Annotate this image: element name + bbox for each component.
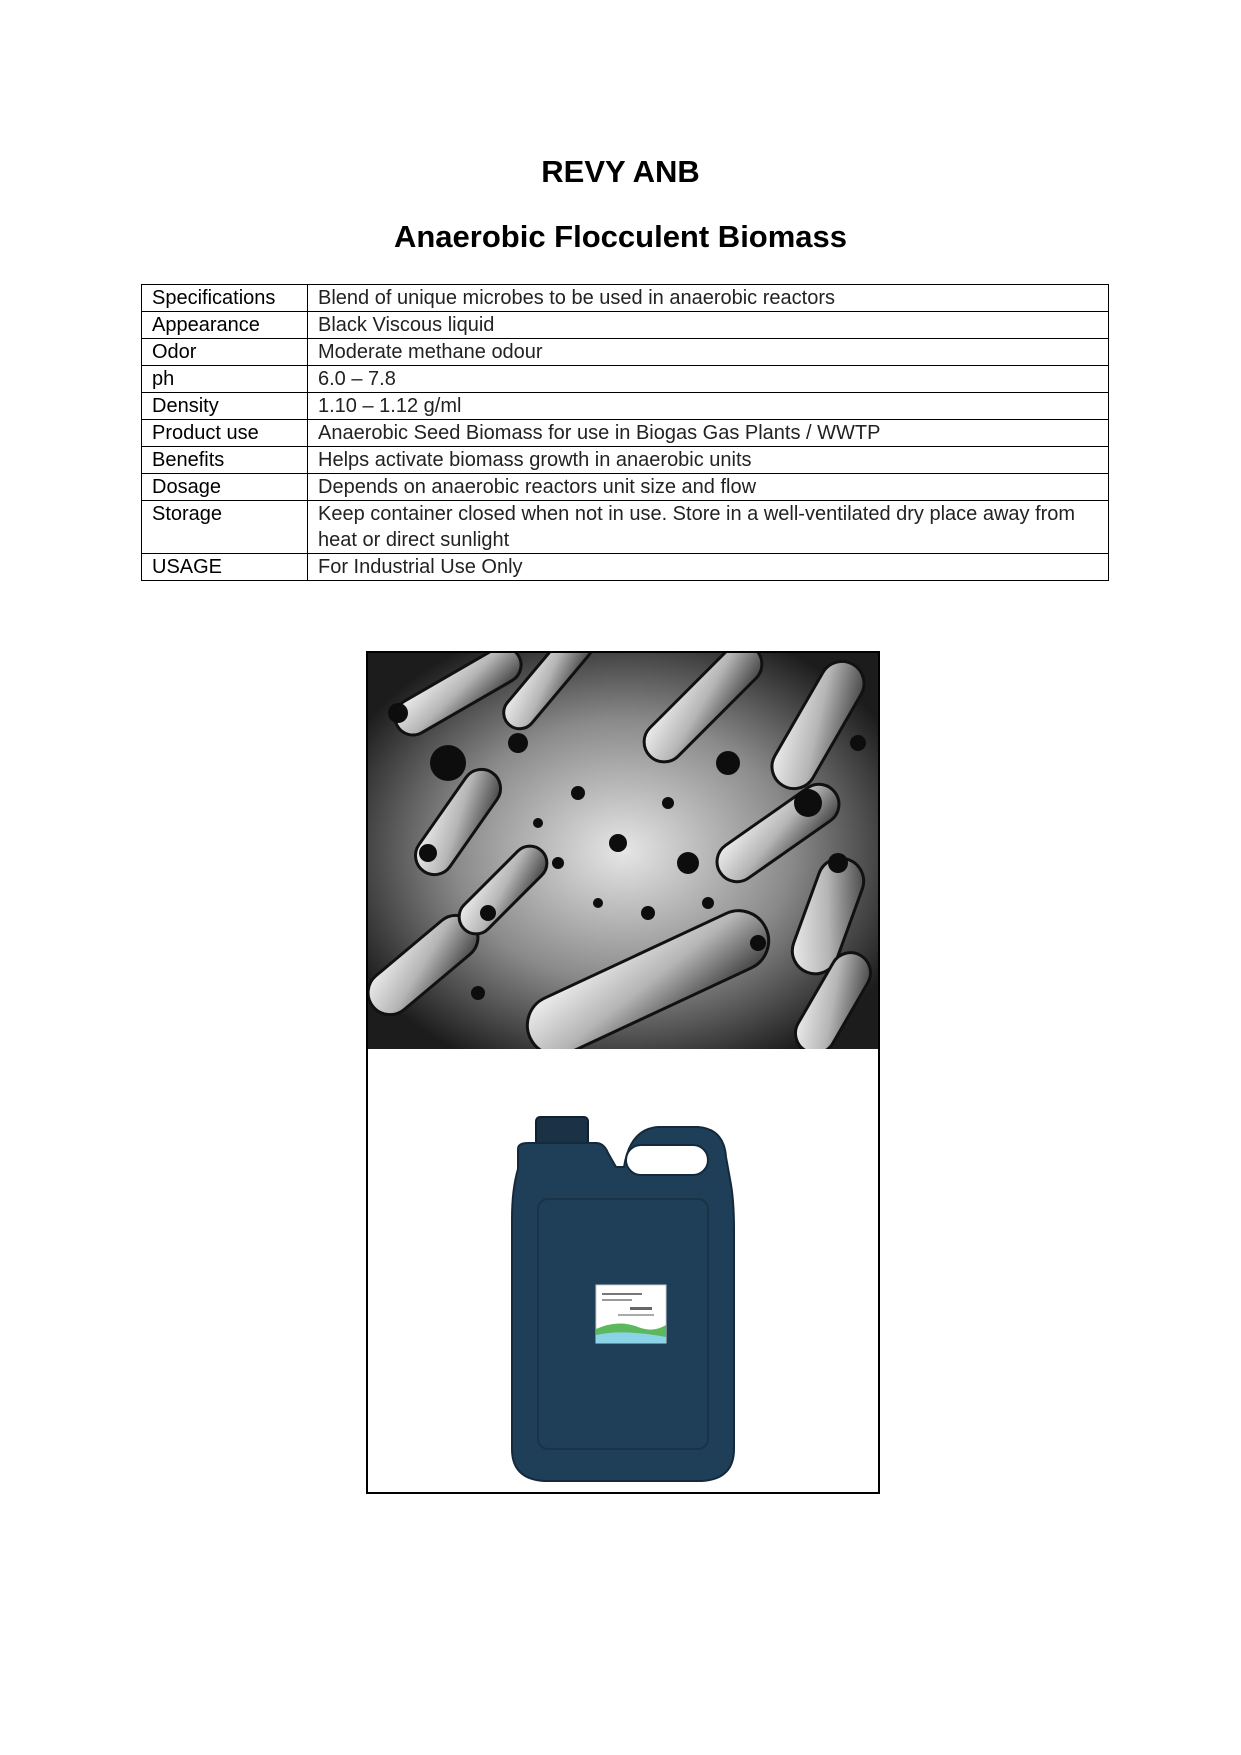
table-row xyxy=(142,420,1109,447)
table-row xyxy=(142,554,1109,581)
table-row xyxy=(142,393,1109,420)
document-title: REVY ANB xyxy=(541,154,700,189)
spec-key: Odor xyxy=(142,339,308,366)
table-row xyxy=(142,312,1109,339)
table-row xyxy=(142,285,1109,312)
spec-table xyxy=(141,284,1109,581)
spec-value: Blend of unique microbes to be used in anaerobic reactors xyxy=(308,285,1109,312)
spec-value: Moderate methane odour xyxy=(308,339,1109,366)
spec-value: Black Viscous liquid xyxy=(308,312,1109,339)
table-row xyxy=(142,339,1109,366)
spec-key: Product use xyxy=(142,420,308,447)
table-row xyxy=(142,474,1109,501)
document-subtitle: Anaerobic Flocculent Biomass xyxy=(393,219,848,254)
blue-jerry-can xyxy=(368,1049,878,1492)
spec-value: Depends on anaerobic reactors unit size and flow xyxy=(308,474,1109,501)
spec-key: Dosage xyxy=(142,474,308,501)
table-row xyxy=(142,366,1109,393)
spec-key: Appearance xyxy=(142,312,308,339)
spec-key: USAGE xyxy=(142,554,308,581)
product-figure xyxy=(366,651,880,1494)
spec-key: Density xyxy=(142,393,308,420)
spec-key: Specifications xyxy=(142,285,308,312)
spec-value: Anaerobic Seed Biomass for use in Biogas Gas Plants / WWTP xyxy=(308,420,1109,447)
table-row xyxy=(142,447,1109,474)
microbe-micrograph xyxy=(368,653,878,1049)
spec-value: Helps activate biomass growth in anaerobic units xyxy=(308,447,1109,474)
spec-key: Storage xyxy=(142,501,308,554)
spec-key: Benefits xyxy=(142,447,308,474)
spec-value: 1.10 – 1.12 g/ml xyxy=(308,393,1109,420)
spec-value: Keep container closed when not in use. Store in a well-ventilated dry place away from heat or direct sunlight xyxy=(308,501,1109,554)
spec-key: ph xyxy=(142,366,308,393)
spec-value: 6.0 – 7.8 xyxy=(308,366,1109,393)
spec-value: For Industrial Use Only xyxy=(308,554,1109,581)
table-row xyxy=(142,501,1109,554)
